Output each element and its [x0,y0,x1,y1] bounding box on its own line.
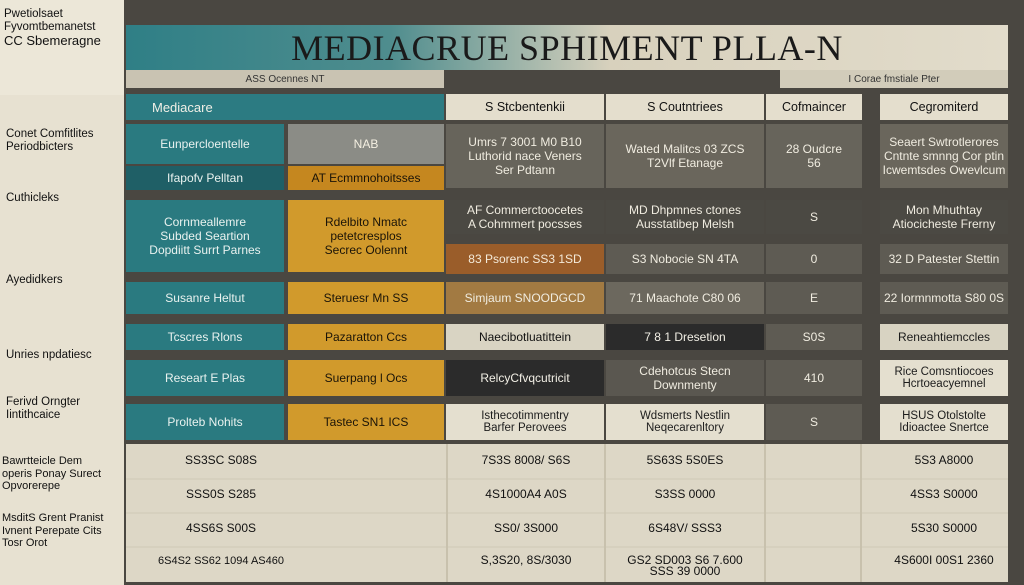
col3-cell: Umrs 7 3001 M0 B10 Luthorid nace Veners Ser Pdtann [446,124,604,188]
bottom-cell: S,3S20, 8S/3030 [480,553,572,568]
bottom-cell: 4S600I 00S1 2360 [894,553,994,568]
page-title: MEDIACRUE SPHIMENT PLLA-N [291,27,843,68]
teal-cell: Cornmeallemre Subded Seartion Dopdiitt Surrt Parnes [126,200,284,272]
bottom-cell: SS0/ 3S000 [493,521,559,536]
header-mediacare: Mediacare [126,94,444,120]
col5-cell: 410 [766,360,862,396]
bottom-cell: S3SS 0000 [654,487,716,502]
bottom-cell: 5S30 S0000 [910,521,978,536]
amber-cell: Pazaratton Ccs [288,324,444,350]
sidebar-label: MsditS Grent Pranist Ivnent Perepate Cits Tosr Orot [2,512,104,550]
header-col4: S Coutntriees [606,94,764,120]
col6-cell: 32 D Patester Stettin [880,244,1008,274]
teal-cell: Prolteb Nohits [126,404,284,440]
amber-cell: Steruesr Mn SS [288,282,444,314]
bottom-extra: SSS 39 0000 [649,564,721,579]
col4-cell: Cdehotcus Stecn Downmenty [606,360,764,396]
amber-cell: Suerpang l Ocs [288,360,444,396]
col5-cell: 0 [766,244,862,274]
col6-cell: HSUS Otolstolte Idioactee Snertce [880,404,1008,440]
col3-cell: 83 Psorenc SS3 1SD [446,244,604,274]
col6-cell: 22 Iormnmotta S80 0S [880,282,1008,314]
subheader-right: I Corae fmstiale Pter [780,70,1008,88]
col3-cell: Naecibotluatittein [446,324,604,350]
bottom-cell: 4S1000A4 A0S [485,487,567,502]
header-col5: Cofmaincer [766,94,862,120]
col4-cell: Wated Malitcs 03 ZCS T2Vlf Etanage [606,124,764,188]
col3-cell: Isthecotimmentry Barfer Perovees [446,404,604,440]
teal-cell: Eunpercloentelle [126,124,284,164]
bottom-cell: 4SS3 S0000 [910,487,978,502]
bottom-cell: 4SS6S S00S [185,521,257,536]
teal-cell: Tcscres Rlons [126,324,284,350]
sidebar-label: Conet Comfitlites Periodbicters [6,128,94,154]
col3-cell: AF Commerctoocetes A Cohmmert pocsses [446,200,604,234]
teal-cell: Researt E Plas [126,360,284,396]
col6-cell: Mon Mhuthtay Atiocicheste Frerny [880,200,1008,234]
col3-cell: Simjaum SNOODGCD [446,282,604,314]
teal-cell: Susanre Heltut [126,282,284,314]
bottom-cell: GS2 SD003 S6 7.600 [627,553,743,568]
col5-cell: S [766,200,862,234]
col6-cell: Seaert Swtrotlerores Cntnte smnng Cor ptin Icwemtsdes Owevlcum [880,124,1008,188]
amber-cell: AT Ecmmnohoitsses [288,166,444,190]
subheader-left: ASS Ocennes NT [126,70,444,88]
sidebar-header-line: Fyvomtbemanetst [4,21,96,34]
sidebar [0,0,124,585]
col4-cell: 7 8 1 Dresetion [606,324,764,350]
sidebar-label: Ayedidkers [6,274,63,286]
bottom-cell: 5S3 A8000 [914,453,974,468]
amber-cell: NAB [288,124,444,164]
col5-cell: 28 Oudcre 56 [766,124,862,188]
col5-cell: S [766,404,862,440]
col5-cell: S0S [766,324,862,350]
sidebar-label: Cuthicleks [6,192,60,204]
sidebar-label: Ferivd Orngter Iintithcaice [6,396,81,422]
col4-cell: Wdsmerts Nestlin Neqecarenltory [606,404,764,440]
bottom-cell: SSS0S S285 [185,487,257,502]
sidebar-label: Unries npdatiesc [6,349,92,361]
col6-cell: Rice Comsntiocoes Hcrtoeacyemnel [880,360,1008,396]
sidebar-header [0,0,124,95]
sidebar-header-line: Pwetiolsaet [4,8,63,20]
col4-cell: 71 Maachote C80 06 [606,282,764,314]
sidebar-header-line: CC Sbemeragne [4,33,101,49]
amber-cell: Tastec SN1 ICS [288,404,444,440]
header-col3: S Stcbentenkii [446,94,604,120]
col6-cell: Reneahtiemccles [880,324,1008,350]
header-col6: Cegromiterd [880,94,1008,120]
sidebar-label: Bawrtteicle Dem operis Ponay Surect Opvorerepe [2,455,102,493]
col4-cell: S3 Nobocie SN 4TA [606,244,764,274]
teal-cell: Ifapofv Pelltan [126,166,284,190]
bottom-cell: SS3SC S08S [184,453,258,468]
bottom-cell: 7S3S 8008/ S6S [481,453,571,468]
col5-cell: E [766,282,862,314]
title-banner [126,25,1008,70]
col3-cell: RelcyCfvqcutricit [446,360,604,396]
bottom-cell: 6S4S2 SS62 1094 AS460 [158,554,284,567]
bottom-cell: 6S48V/ SSS3 [648,521,722,536]
col4-cell: MD Dhpmnes ctones Ausstatibep Melsh [606,200,764,234]
bottom-cell: 5S63S 5S0ES [646,453,724,468]
amber-cell: Rdelbito Nmatc petetcresplos Secrec Oolennt [288,200,444,272]
